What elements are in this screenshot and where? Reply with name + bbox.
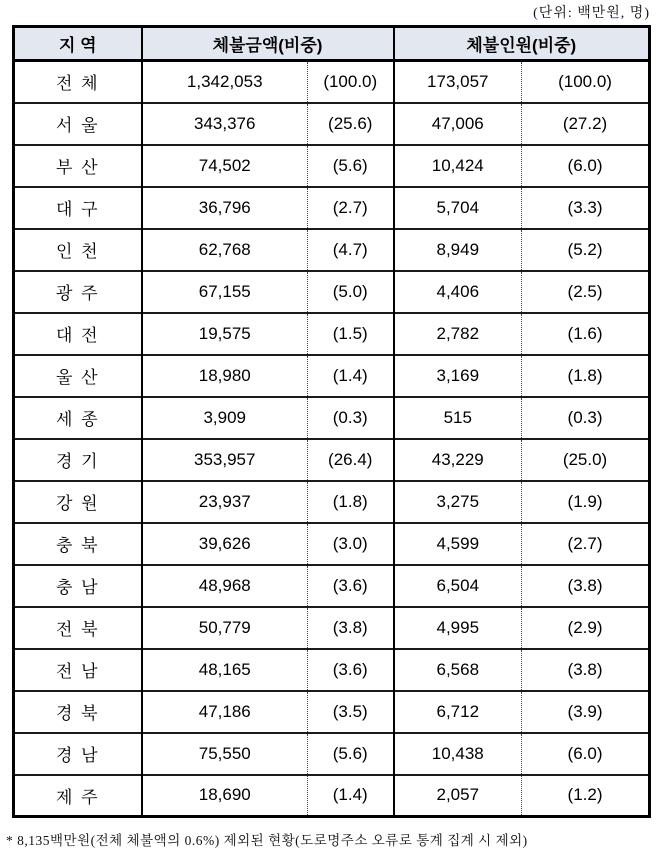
amount-share-cell: (1.5) bbox=[308, 313, 394, 355]
region-cell: 충 남 bbox=[14, 565, 142, 607]
unit-note: (단위: 백만원, 명) bbox=[533, 6, 650, 21]
persons-share-cell: (2.5) bbox=[522, 271, 650, 313]
persons-cell: 3,169 bbox=[394, 355, 522, 397]
table-row bbox=[14, 439, 650, 481]
persons-share-cell: (0.3) bbox=[522, 397, 650, 439]
table-row bbox=[14, 481, 650, 523]
table-row bbox=[14, 775, 650, 817]
amount-cell: 36,796 bbox=[142, 187, 308, 229]
persons-cell: 3,275 bbox=[394, 481, 522, 523]
region-cell: 전 남 bbox=[14, 649, 142, 691]
persons-share-cell: (5.2) bbox=[522, 229, 650, 271]
amount-cell: 23,937 bbox=[142, 481, 308, 523]
region-cell: 충 북 bbox=[14, 523, 142, 565]
region-cell: 경 남 bbox=[14, 733, 142, 775]
amount-cell: 18,690 bbox=[142, 775, 308, 817]
region-cell: 울 산 bbox=[14, 355, 142, 397]
amount-share-cell: (3.6) bbox=[308, 649, 394, 691]
region-cell: 대 구 bbox=[14, 187, 142, 229]
amount-share-cell: (4.7) bbox=[308, 229, 394, 271]
arrears-table bbox=[12, 25, 651, 818]
persons-cell: 10,438 bbox=[394, 733, 522, 775]
persons-share-cell: (6.0) bbox=[522, 733, 650, 775]
amount-share-cell: (5.6) bbox=[308, 145, 394, 187]
persons-cell: 4,406 bbox=[394, 271, 522, 313]
persons-cell: 2,782 bbox=[394, 313, 522, 355]
table-row bbox=[14, 271, 650, 313]
persons-share-cell: (27.2) bbox=[522, 103, 650, 145]
table-row bbox=[14, 145, 650, 187]
region-cell: 제 주 bbox=[14, 775, 142, 817]
persons-share-cell: (1.6) bbox=[522, 313, 650, 355]
region-cell: 경 기 bbox=[14, 439, 142, 481]
persons-share-cell: (3.8) bbox=[522, 565, 650, 607]
persons-cell: 173,057 bbox=[394, 61, 522, 103]
amount-share-cell: (5.6) bbox=[308, 733, 394, 775]
table-row bbox=[14, 565, 650, 607]
region-cell: 전 체 bbox=[14, 61, 142, 103]
region-cell: 부 산 bbox=[14, 145, 142, 187]
region-cell: 경 북 bbox=[14, 691, 142, 733]
amount-share-cell: (3.5) bbox=[308, 691, 394, 733]
persons-share-cell: (3.9) bbox=[522, 691, 650, 733]
region-cell: 전 북 bbox=[14, 607, 142, 649]
amount-cell: 19,575 bbox=[142, 313, 308, 355]
header-row bbox=[14, 27, 650, 61]
amount-share-cell: (26.4) bbox=[308, 439, 394, 481]
amount-share-cell: (0.3) bbox=[308, 397, 394, 439]
amount-share-cell: (3.8) bbox=[308, 607, 394, 649]
amount-cell: 1,342,053 bbox=[142, 61, 308, 103]
amount-share-cell: (3.6) bbox=[308, 565, 394, 607]
persons-cell: 43,229 bbox=[394, 439, 522, 481]
table-row bbox=[14, 61, 650, 103]
persons-share-cell: (6.0) bbox=[522, 145, 650, 187]
amount-share-cell: (25.6) bbox=[308, 103, 394, 145]
amount-cell: 47,186 bbox=[142, 691, 308, 733]
amount-share-cell: (5.0) bbox=[308, 271, 394, 313]
persons-share-cell: (3.8) bbox=[522, 649, 650, 691]
amount-cell: 67,155 bbox=[142, 271, 308, 313]
persons-cell: 6,504 bbox=[394, 565, 522, 607]
persons-cell: 4,599 bbox=[394, 523, 522, 565]
table-row bbox=[14, 313, 650, 355]
persons-share-cell: (2.7) bbox=[522, 523, 650, 565]
persons-share-cell: (1.2) bbox=[522, 775, 650, 817]
persons-share-cell: (1.9) bbox=[522, 481, 650, 523]
persons-cell: 10,424 bbox=[394, 145, 522, 187]
amount-cell: 48,165 bbox=[142, 649, 308, 691]
persons-cell: 2,057 bbox=[394, 775, 522, 817]
table-row bbox=[14, 187, 650, 229]
amount-cell: 353,957 bbox=[142, 439, 308, 481]
table-row bbox=[14, 229, 650, 271]
amount-share-cell: (1.4) bbox=[308, 775, 394, 817]
persons-share-cell: (2.9) bbox=[522, 607, 650, 649]
persons-share-cell: (100.0) bbox=[522, 61, 650, 103]
region-cell: 서 울 bbox=[14, 103, 142, 145]
table-row bbox=[14, 523, 650, 565]
amount-cell: 3,909 bbox=[142, 397, 308, 439]
persons-cell: 47,006 bbox=[394, 103, 522, 145]
amount-share-cell: (3.0) bbox=[308, 523, 394, 565]
region-cell: 강 원 bbox=[14, 481, 142, 523]
header-amount-group: 체불금액(비중) bbox=[142, 27, 394, 61]
header-persons-group: 체불인원(비중) bbox=[394, 27, 650, 61]
amount-cell: 74,502 bbox=[142, 145, 308, 187]
amount-cell: 62,768 bbox=[142, 229, 308, 271]
persons-cell: 8,949 bbox=[394, 229, 522, 271]
table-row bbox=[14, 733, 650, 775]
persons-cell: 515 bbox=[394, 397, 522, 439]
table-row bbox=[14, 103, 650, 145]
table-body bbox=[14, 61, 650, 817]
table-row bbox=[14, 397, 650, 439]
persons-share-cell: (1.8) bbox=[522, 355, 650, 397]
amount-cell: 48,968 bbox=[142, 565, 308, 607]
table-row bbox=[14, 607, 650, 649]
persons-cell: 6,568 bbox=[394, 649, 522, 691]
persons-cell: 6,712 bbox=[394, 691, 522, 733]
amount-cell: 75,550 bbox=[142, 733, 308, 775]
persons-cell: 4,995 bbox=[394, 607, 522, 649]
region-cell: 세 종 bbox=[14, 397, 142, 439]
header-region: 지 역 bbox=[14, 27, 142, 61]
amount-share-cell: (100.0) bbox=[308, 61, 394, 103]
amount-cell: 39,626 bbox=[142, 523, 308, 565]
table-row bbox=[14, 649, 650, 691]
amount-cell: 343,376 bbox=[142, 103, 308, 145]
persons-share-cell: (25.0) bbox=[522, 439, 650, 481]
amount-cell: 18,980 bbox=[142, 355, 308, 397]
amount-share-cell: (1.4) bbox=[308, 355, 394, 397]
amount-share-cell: (1.8) bbox=[308, 481, 394, 523]
region-cell: 대 전 bbox=[14, 313, 142, 355]
persons-cell: 5,704 bbox=[394, 187, 522, 229]
amount-share-cell: (2.7) bbox=[308, 187, 394, 229]
amount-cell: 50,779 bbox=[142, 607, 308, 649]
table-row bbox=[14, 355, 650, 397]
persons-share-cell: (3.3) bbox=[522, 187, 650, 229]
table-header bbox=[14, 27, 650, 61]
table-row bbox=[14, 691, 650, 733]
footnote: * 8,135백만원(전체 체불액의 0.6%) 제외된 현황(도로명주소 오류로 통계 집계 시 제외) bbox=[6, 833, 528, 848]
region-cell: 광 주 bbox=[14, 271, 142, 313]
region-cell: 인 천 bbox=[14, 229, 142, 271]
